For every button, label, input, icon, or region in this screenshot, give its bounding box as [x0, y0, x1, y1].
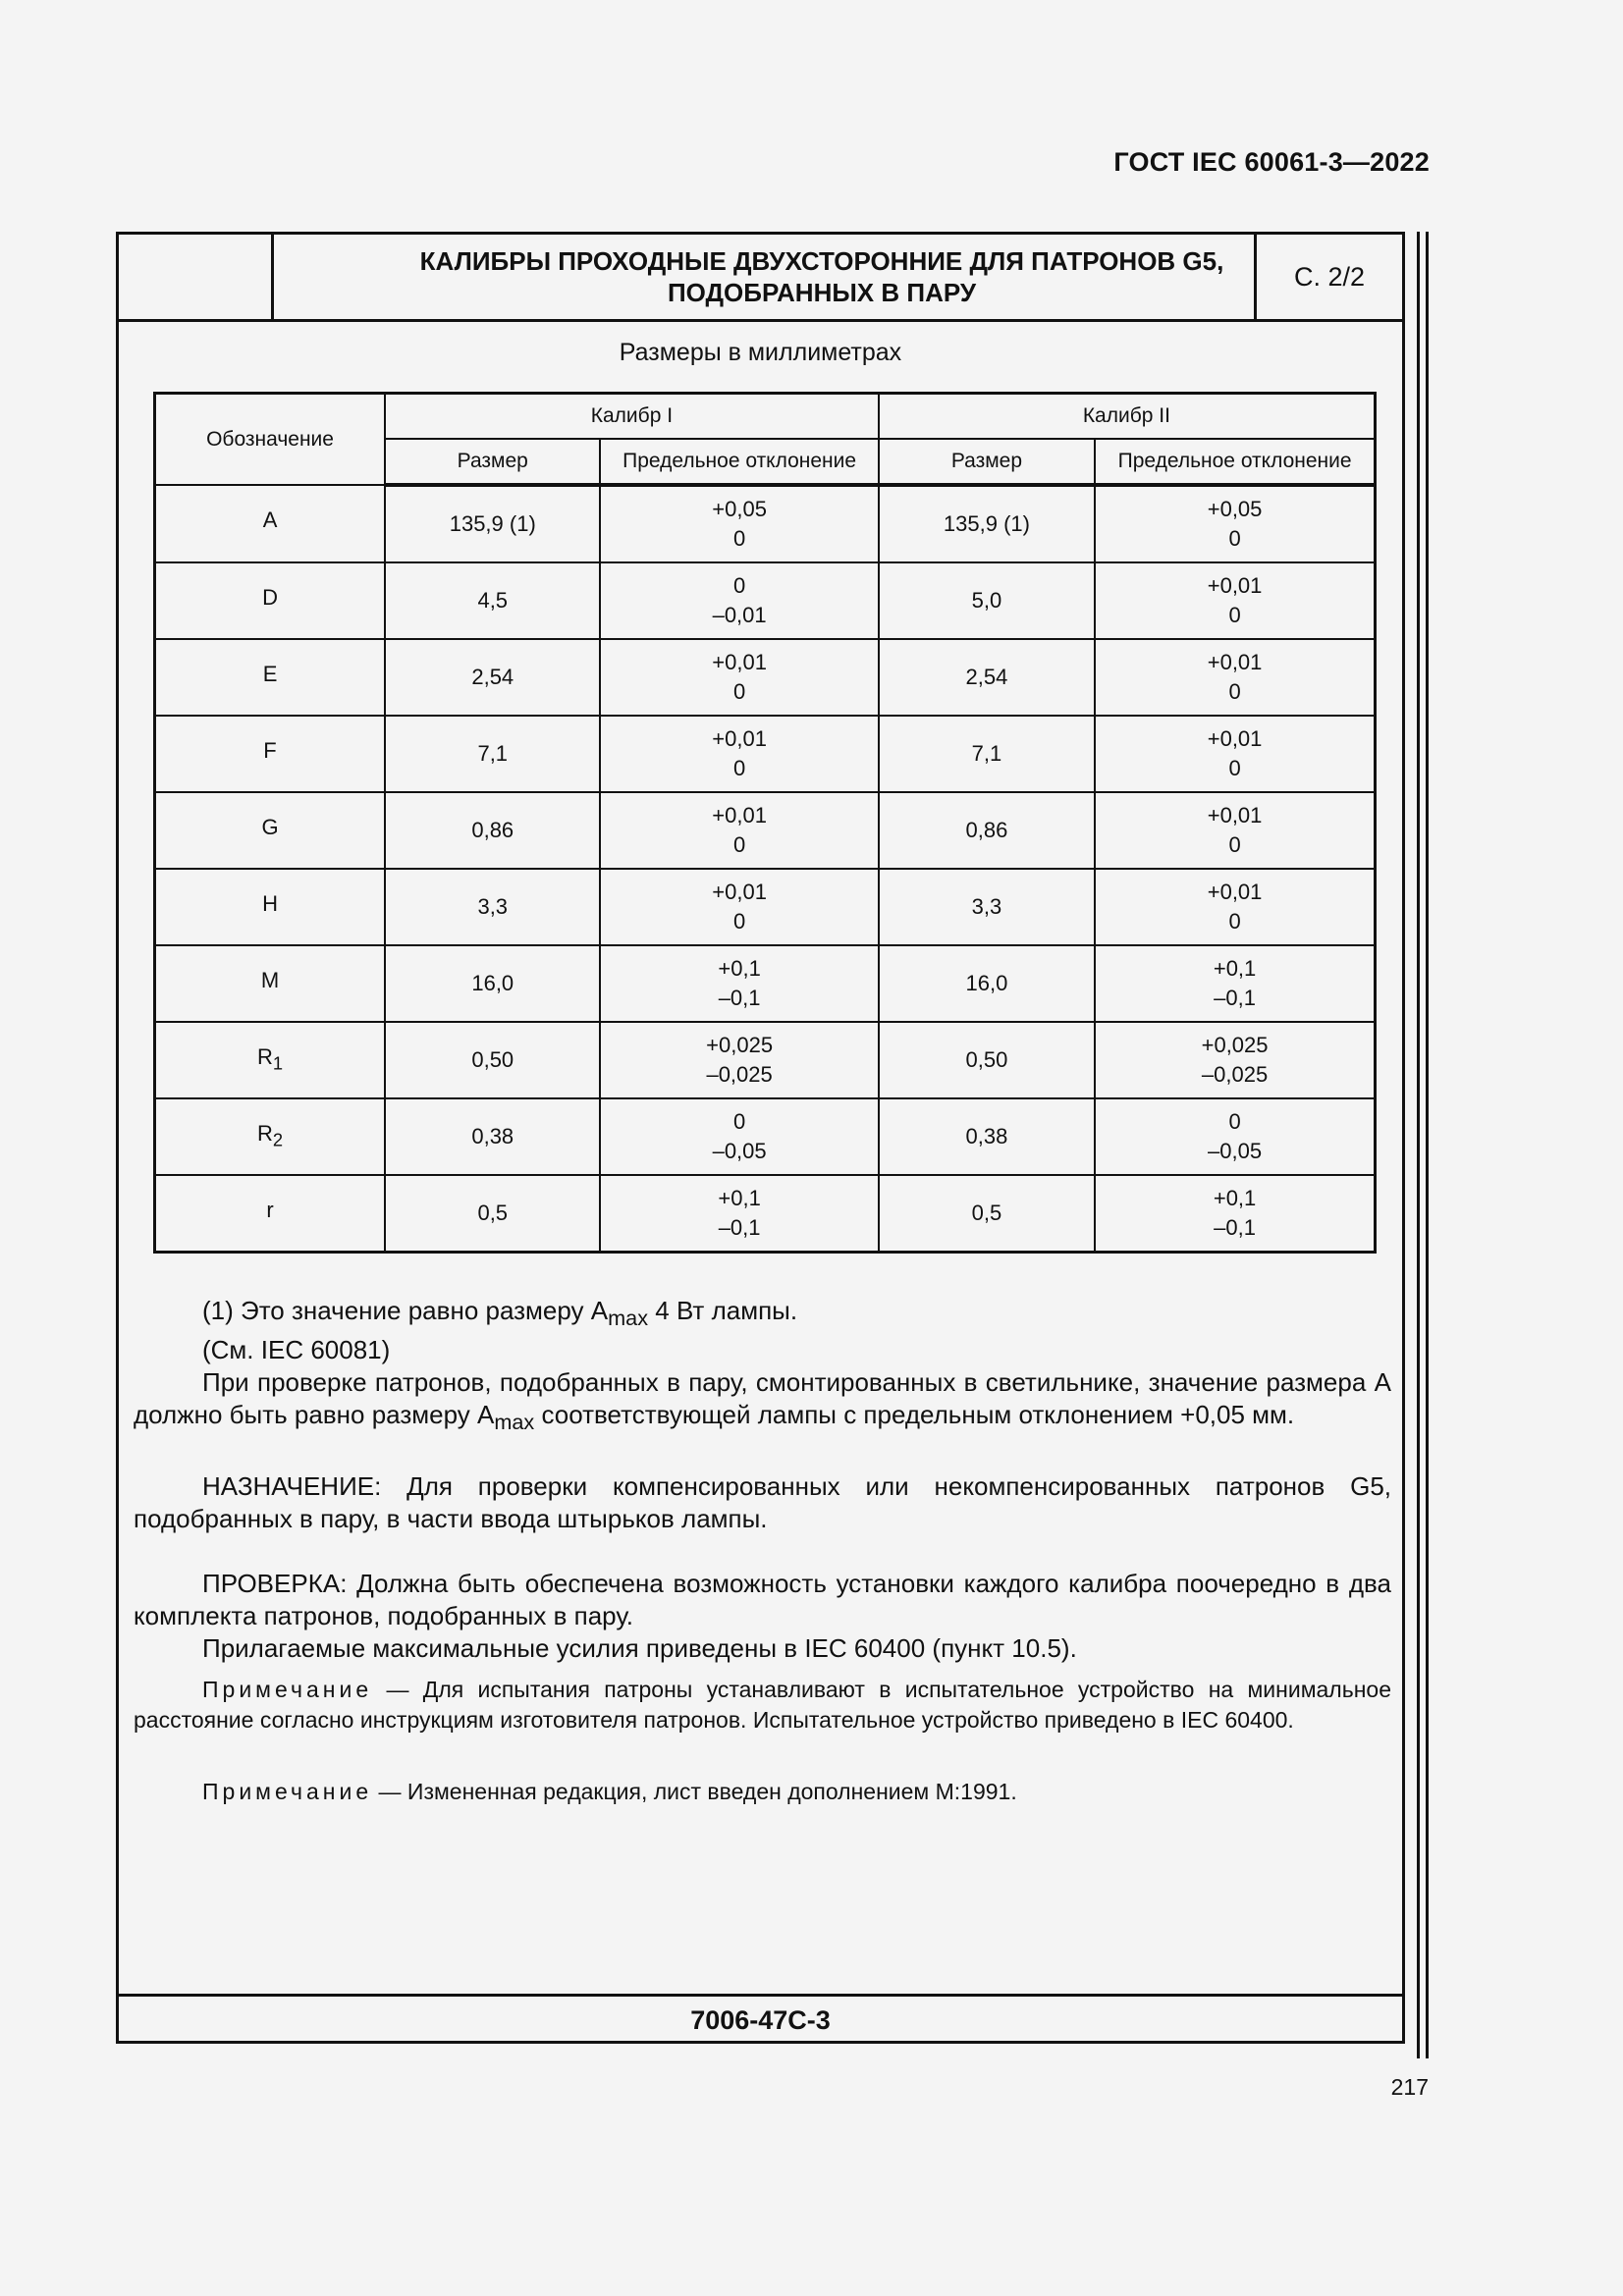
cell-gauge1-size: 0,86	[385, 792, 600, 869]
header-blank-cell	[119, 235, 274, 319]
cell-gauge1-size: 0,38	[385, 1098, 600, 1175]
table-row	[155, 562, 1376, 639]
cell-gauge1-tolerance: +0,01 0	[600, 716, 878, 792]
cell-gauge1-tolerance: +0,1 –0,1	[600, 945, 878, 1022]
cell-designation: M	[155, 945, 386, 1022]
cell-gauge1-tolerance: +0,05 0	[600, 485, 878, 562]
table-row	[155, 869, 1376, 945]
cell-designation: G	[155, 792, 386, 869]
paragraph-mounting: При проверке патронов, подобранных в пару, смонтированных в светильнике, значение размера A должно быть равно размеру $A_{max}$ соответствующей лампы с предельным отклонением +0,05 мм.	[134, 1367, 1391, 1435]
cell-gauge2-tolerance: +0,1 –0,1	[1095, 1175, 1375, 1253]
cell-gauge2-size: 135,9 (1)	[879, 485, 1095, 562]
cell-gauge2-size: 7,1	[879, 716, 1095, 792]
cell-gauge1-tolerance: +0,1 –0,1	[600, 1175, 878, 1253]
cell-gauge2-tolerance: +0,01 0	[1095, 562, 1375, 639]
notes-block	[134, 1295, 1391, 1807]
cell-gauge2-size: 2,54	[879, 639, 1095, 716]
cell-gauge2-tolerance: +0,1 –0,1	[1095, 945, 1375, 1022]
note-2: Примечание — Измененная редакция, лист введен дополнением М:1991.	[202, 1779, 1017, 1805]
cell-gauge1-size: 3,3	[385, 869, 600, 945]
cell-gauge1-tolerance: +0,01 0	[600, 869, 878, 945]
cell-gauge2-size: 0,38	[879, 1098, 1095, 1175]
col-header-size: Размер	[385, 439, 600, 485]
col-header-gauge-2: Калибр II	[879, 394, 1376, 440]
paragraph-check: ПРОВЕРКА: Должна быть обеспечена возможность установки каждого калибра поочередно в два комплекта патронов, подобранных в пару.	[134, 1569, 1391, 1631]
cell-designation: r	[155, 1175, 386, 1253]
margin-rule	[1426, 232, 1429, 2058]
footnote-1: (1) Это значение равно размеру $A_{max}$ 4 Вт лампы.	[202, 1296, 798, 1331]
cell-gauge2-size: 16,0	[879, 945, 1095, 1022]
cell-gauge1-tolerance: +0,01 0	[600, 792, 878, 869]
cell-gauge2-size: 0,5	[879, 1175, 1095, 1253]
cell-designation: F	[155, 716, 386, 792]
cell-designation: E	[155, 639, 386, 716]
paragraph-forces: Прилагаемые максимальные усилия приведены в IEC 60400 (пункт 10.5).	[202, 1633, 1077, 1664]
cell-gauge2-size: 5,0	[879, 562, 1095, 639]
cell-gauge1-tolerance: +0,025 –0,025	[600, 1022, 878, 1098]
table-body	[155, 485, 1376, 1253]
cell-gauge2-tolerance: +0,01 0	[1095, 639, 1375, 716]
col-header-size: Размер	[879, 439, 1095, 485]
table-row	[155, 639, 1376, 716]
dimensions-table	[153, 392, 1377, 1254]
cell-gauge1-size: 0,5	[385, 1175, 600, 1253]
sheet-header	[119, 235, 1402, 322]
cell-gauge2-size: 0,86	[879, 792, 1095, 869]
cell-gauge2-size: 3,3	[879, 869, 1095, 945]
table-row	[155, 945, 1376, 1022]
cell-gauge2-tolerance: +0,01 0	[1095, 792, 1375, 869]
units-caption: Размеры в миллиметрах	[619, 339, 902, 366]
cell-gauge2-size: 0,50	[879, 1022, 1095, 1098]
cell-gauge2-tolerance: 0 –0,05	[1095, 1098, 1375, 1175]
cell-gauge1-size: 0,50	[385, 1022, 600, 1098]
document-code: ГОСТ IEC 60061-3—2022	[1113, 147, 1430, 177]
note-1: Примечание — Для испытания патроны устанавливают в испытательное устройство на минимальное расстояние согласно инструкциям изготовителя патронов. Испытательное устройство приведено в IEC 60400.	[134, 1677, 1391, 1734]
cell-gauge1-size: 2,54	[385, 639, 600, 716]
cell-designation: H	[155, 869, 386, 945]
sheet-code: 7006-47С-3	[690, 2004, 831, 2035]
paragraph-purpose: НАЗНАЧЕНИЕ: Для проверки компенсированных или некомпенсированных патронов G5, подобранных в пару, в части ввода штырьков лампы.	[134, 1471, 1391, 1534]
cell-gauge1-size: 7,1	[385, 716, 600, 792]
col-header-tolerance: Предельное отклонение	[1095, 439, 1375, 485]
cell-designation: A	[155, 485, 386, 562]
cell-gauge1-size: 135,9 (1)	[385, 485, 600, 562]
cell-gauge2-tolerance: +0,01 0	[1095, 716, 1375, 792]
table-row	[155, 1022, 1376, 1098]
col-header-tolerance: Предельное отклонение	[600, 439, 878, 485]
table-row	[155, 1098, 1376, 1175]
col-header-gauge-1: Калибр I	[385, 394, 879, 440]
cell-designation: $R_2$	[155, 1098, 386, 1175]
sheet-title: КАЛИБРЫ ПРОХОДНЫЕ ДВУХСТОРОННИЕ ДЛЯ ПАТРОНОВ G5, ПОДОБРАННЫХ В ПАРУ	[419, 246, 1224, 307]
cell-gauge2-tolerance: +0,025 –0,025	[1095, 1022, 1375, 1098]
sheet-frame	[116, 232, 1405, 2044]
margin-rule	[1417, 232, 1420, 2058]
page-number: 217	[1390, 2074, 1429, 2100]
cell-gauge1-size: 16,0	[385, 945, 600, 1022]
table-row	[155, 485, 1376, 562]
sheet-number: С. 2/2	[1254, 235, 1402, 319]
table-row	[155, 716, 1376, 792]
cell-gauge2-tolerance: +0,01 0	[1095, 869, 1375, 945]
cell-gauge1-tolerance: 0 –0,01	[600, 562, 878, 639]
col-header-designation: Обозначение	[155, 394, 386, 486]
footnote-2: (См. IEC 60081)	[202, 1335, 391, 1365]
cell-designation: D	[155, 562, 386, 639]
cell-gauge2-tolerance: +0,05 0	[1095, 485, 1375, 562]
cell-designation: $R_1$	[155, 1022, 386, 1098]
cell-gauge1-tolerance: 0 –0,05	[600, 1098, 878, 1175]
table-row	[155, 792, 1376, 869]
cell-gauge1-tolerance: +0,01 0	[600, 639, 878, 716]
cell-gauge1-size: 4,5	[385, 562, 600, 639]
table-row	[155, 1175, 1376, 1253]
